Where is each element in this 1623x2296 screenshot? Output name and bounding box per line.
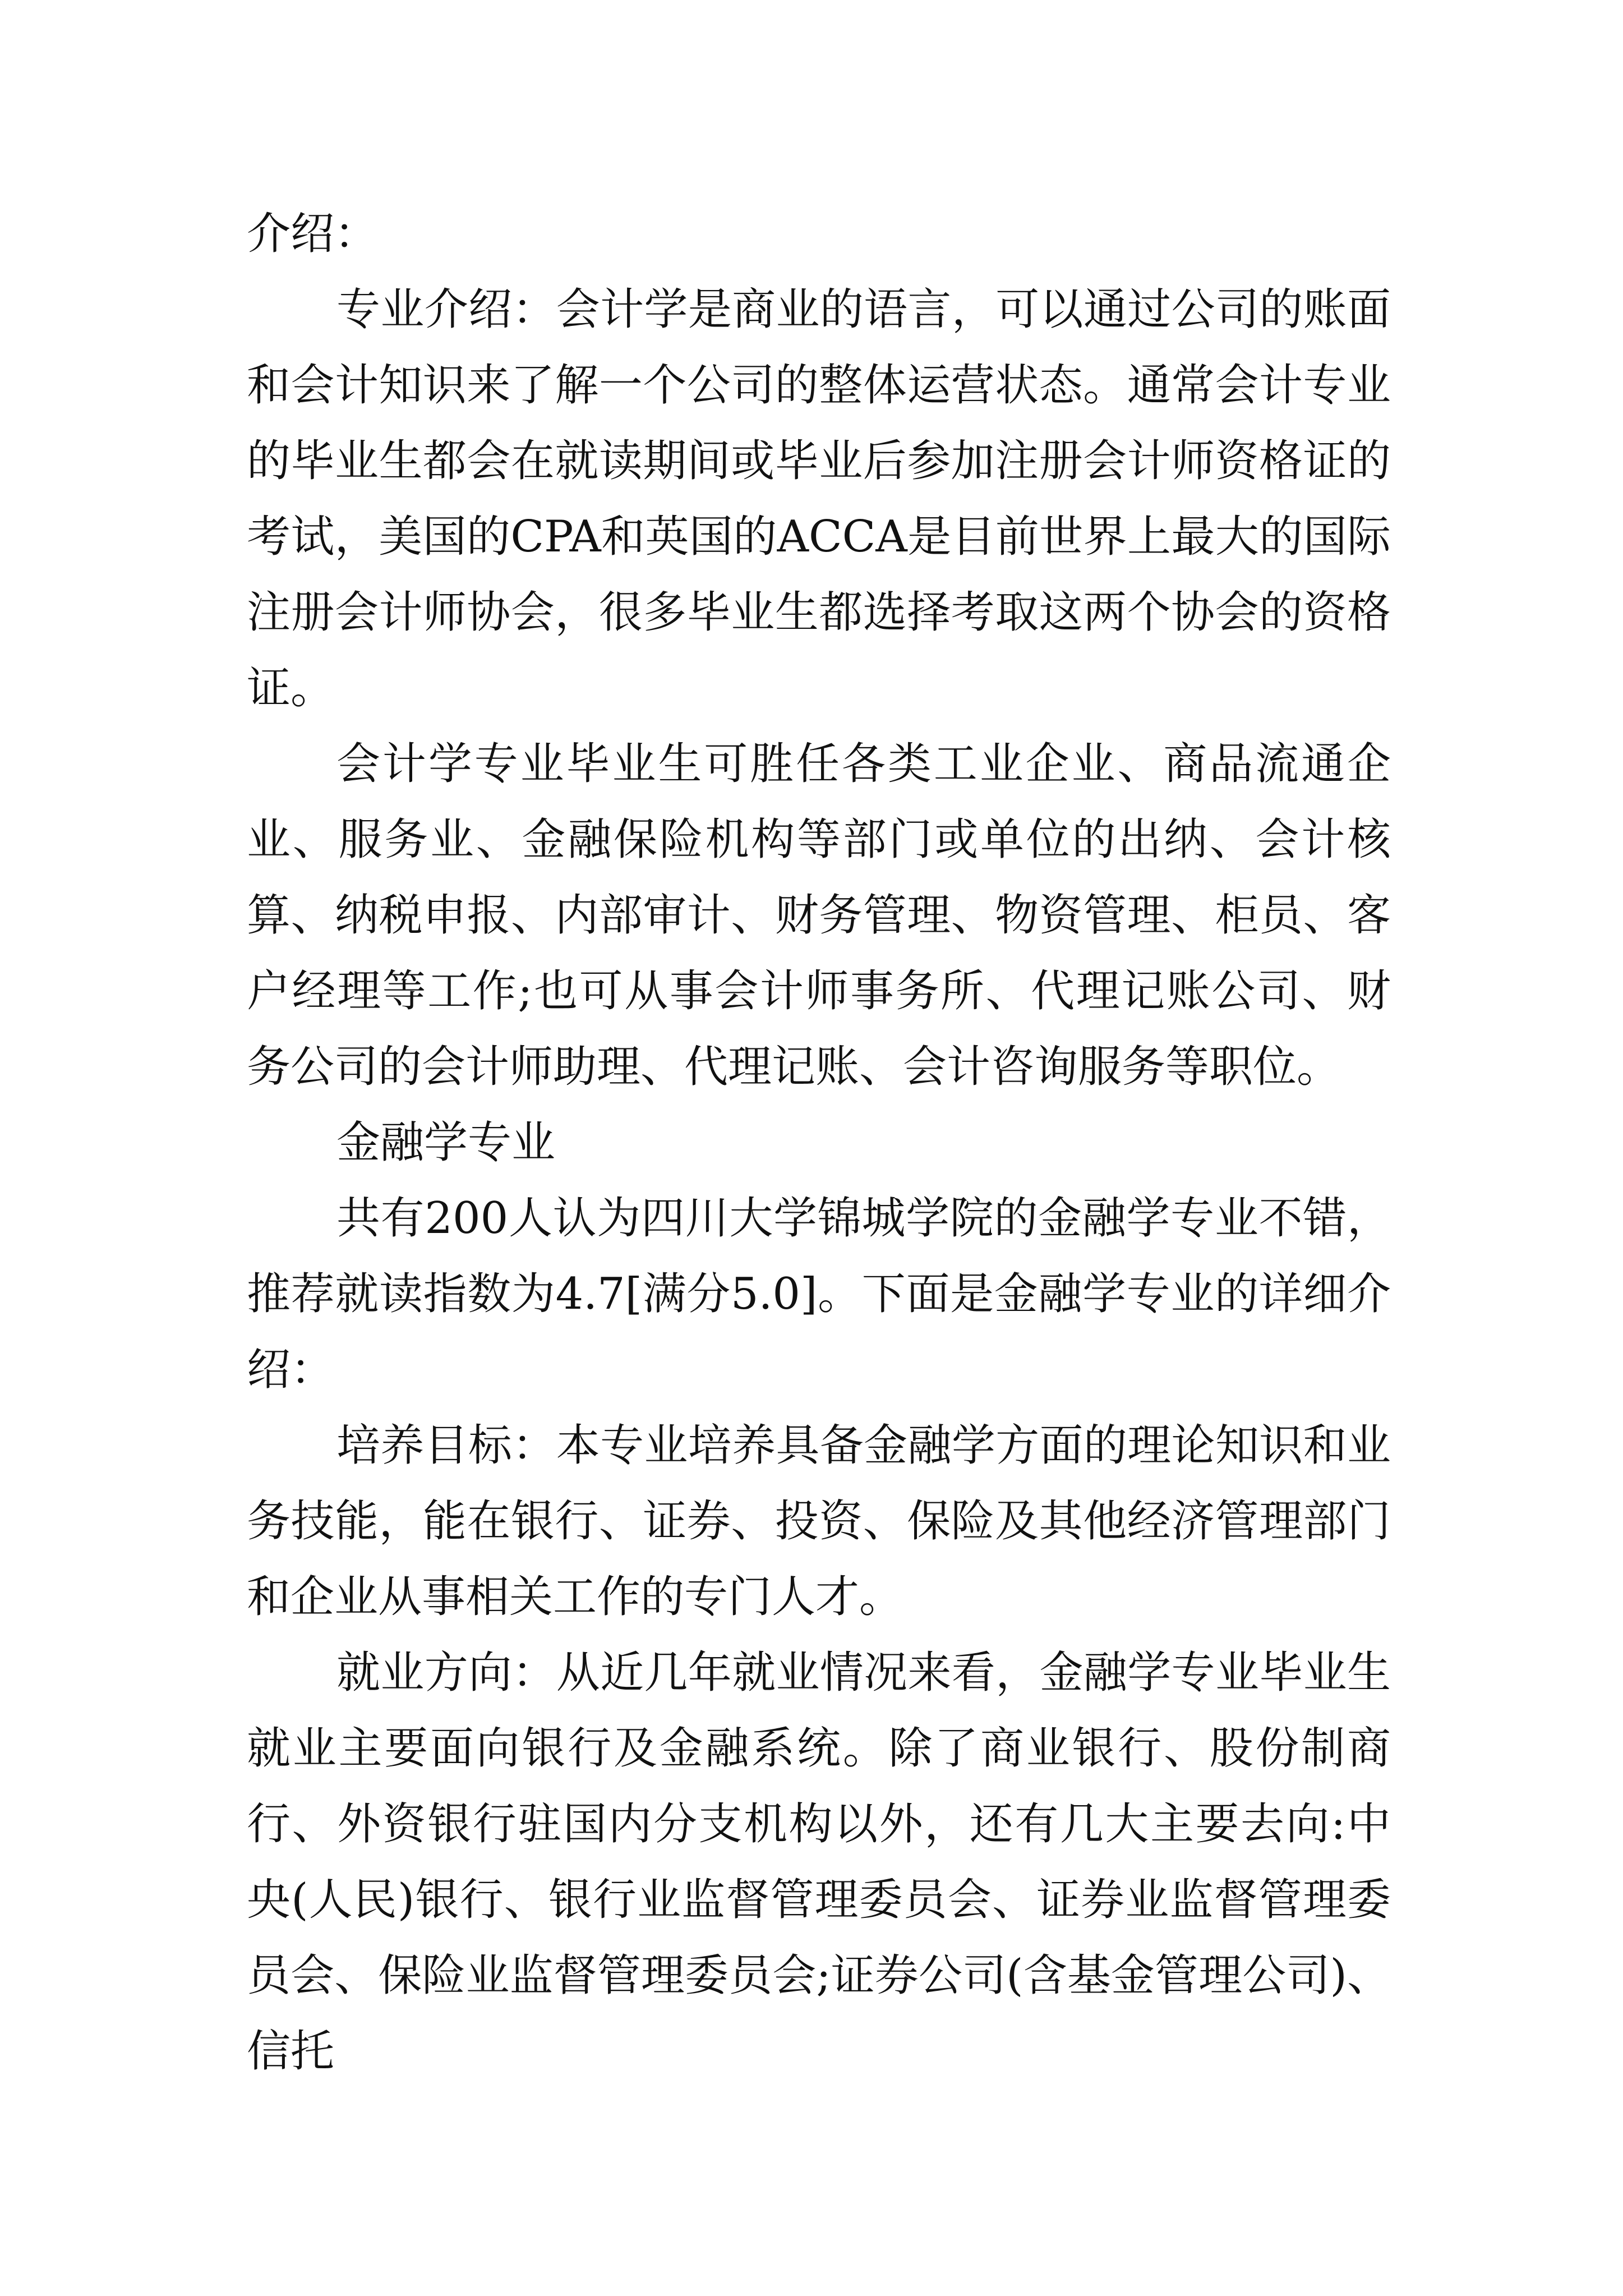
- paragraph-intro-continuation: 介绍：: [247, 209, 379, 259]
- paragraph-finance-objective: 培养目标：本专业培养具备金融学方面的理论知识和业务技能，能在银行、证券、投资、保险及其他经济管理部门和企业从事相关工作的专门人才。: [247, 1420, 1391, 1622]
- paragraph-finance-careers: 就业方向：从近几年就业情况来看，金融学专业毕业生就业主要面向银行及金融系统。除了商业银行、股份制商行、外资银行驻国内分支机构以外，还有几大主要去向:中央(人民)银行、银行业监督管理委员会、证券业监督管理委员会、保险业监督管理委员会;证券公司(含基金管理公司)、信托: [247, 1648, 1391, 2077]
- paragraph-accounting-careers: 会计学专业毕业生可胜任各类工业企业、商品流通企业、服务业、金融保险机构等部门或单位的出纳、会计核算、纳税申报、内部审计、财务管理、物资管理、柜员、客户经理等工作;也可从事会计师事务所、代理记账公司、财务公司的会计师助理、代理记账、会计咨询服务等职位。: [247, 739, 1391, 1092]
- document-body: [247, 196, 1391, 2090]
- paragraph-finance-rating: 共有200人认为四川大学锦城学院的金融学专业不错，推荐就读指数为4.7[满分5.0]。下面是金融学专业的详细介绍：: [247, 1193, 1391, 1395]
- paragraph-accounting-intro: 专业介绍：会计学是商业的语言，可以通过公司的账面和会计知识来了解一个公司的整体运营状态。通常会计专业的毕业生都会在就读期间或毕业后参加注册会计师资格证的考试，美国的CPA和英国的ACCA是目前世界上最大的国际注册会计师协会，很多毕业生都选择考取这两个协会的资格证。: [247, 284, 1391, 714]
- section-heading-finance: 金融学专业: [336, 1117, 556, 1168]
